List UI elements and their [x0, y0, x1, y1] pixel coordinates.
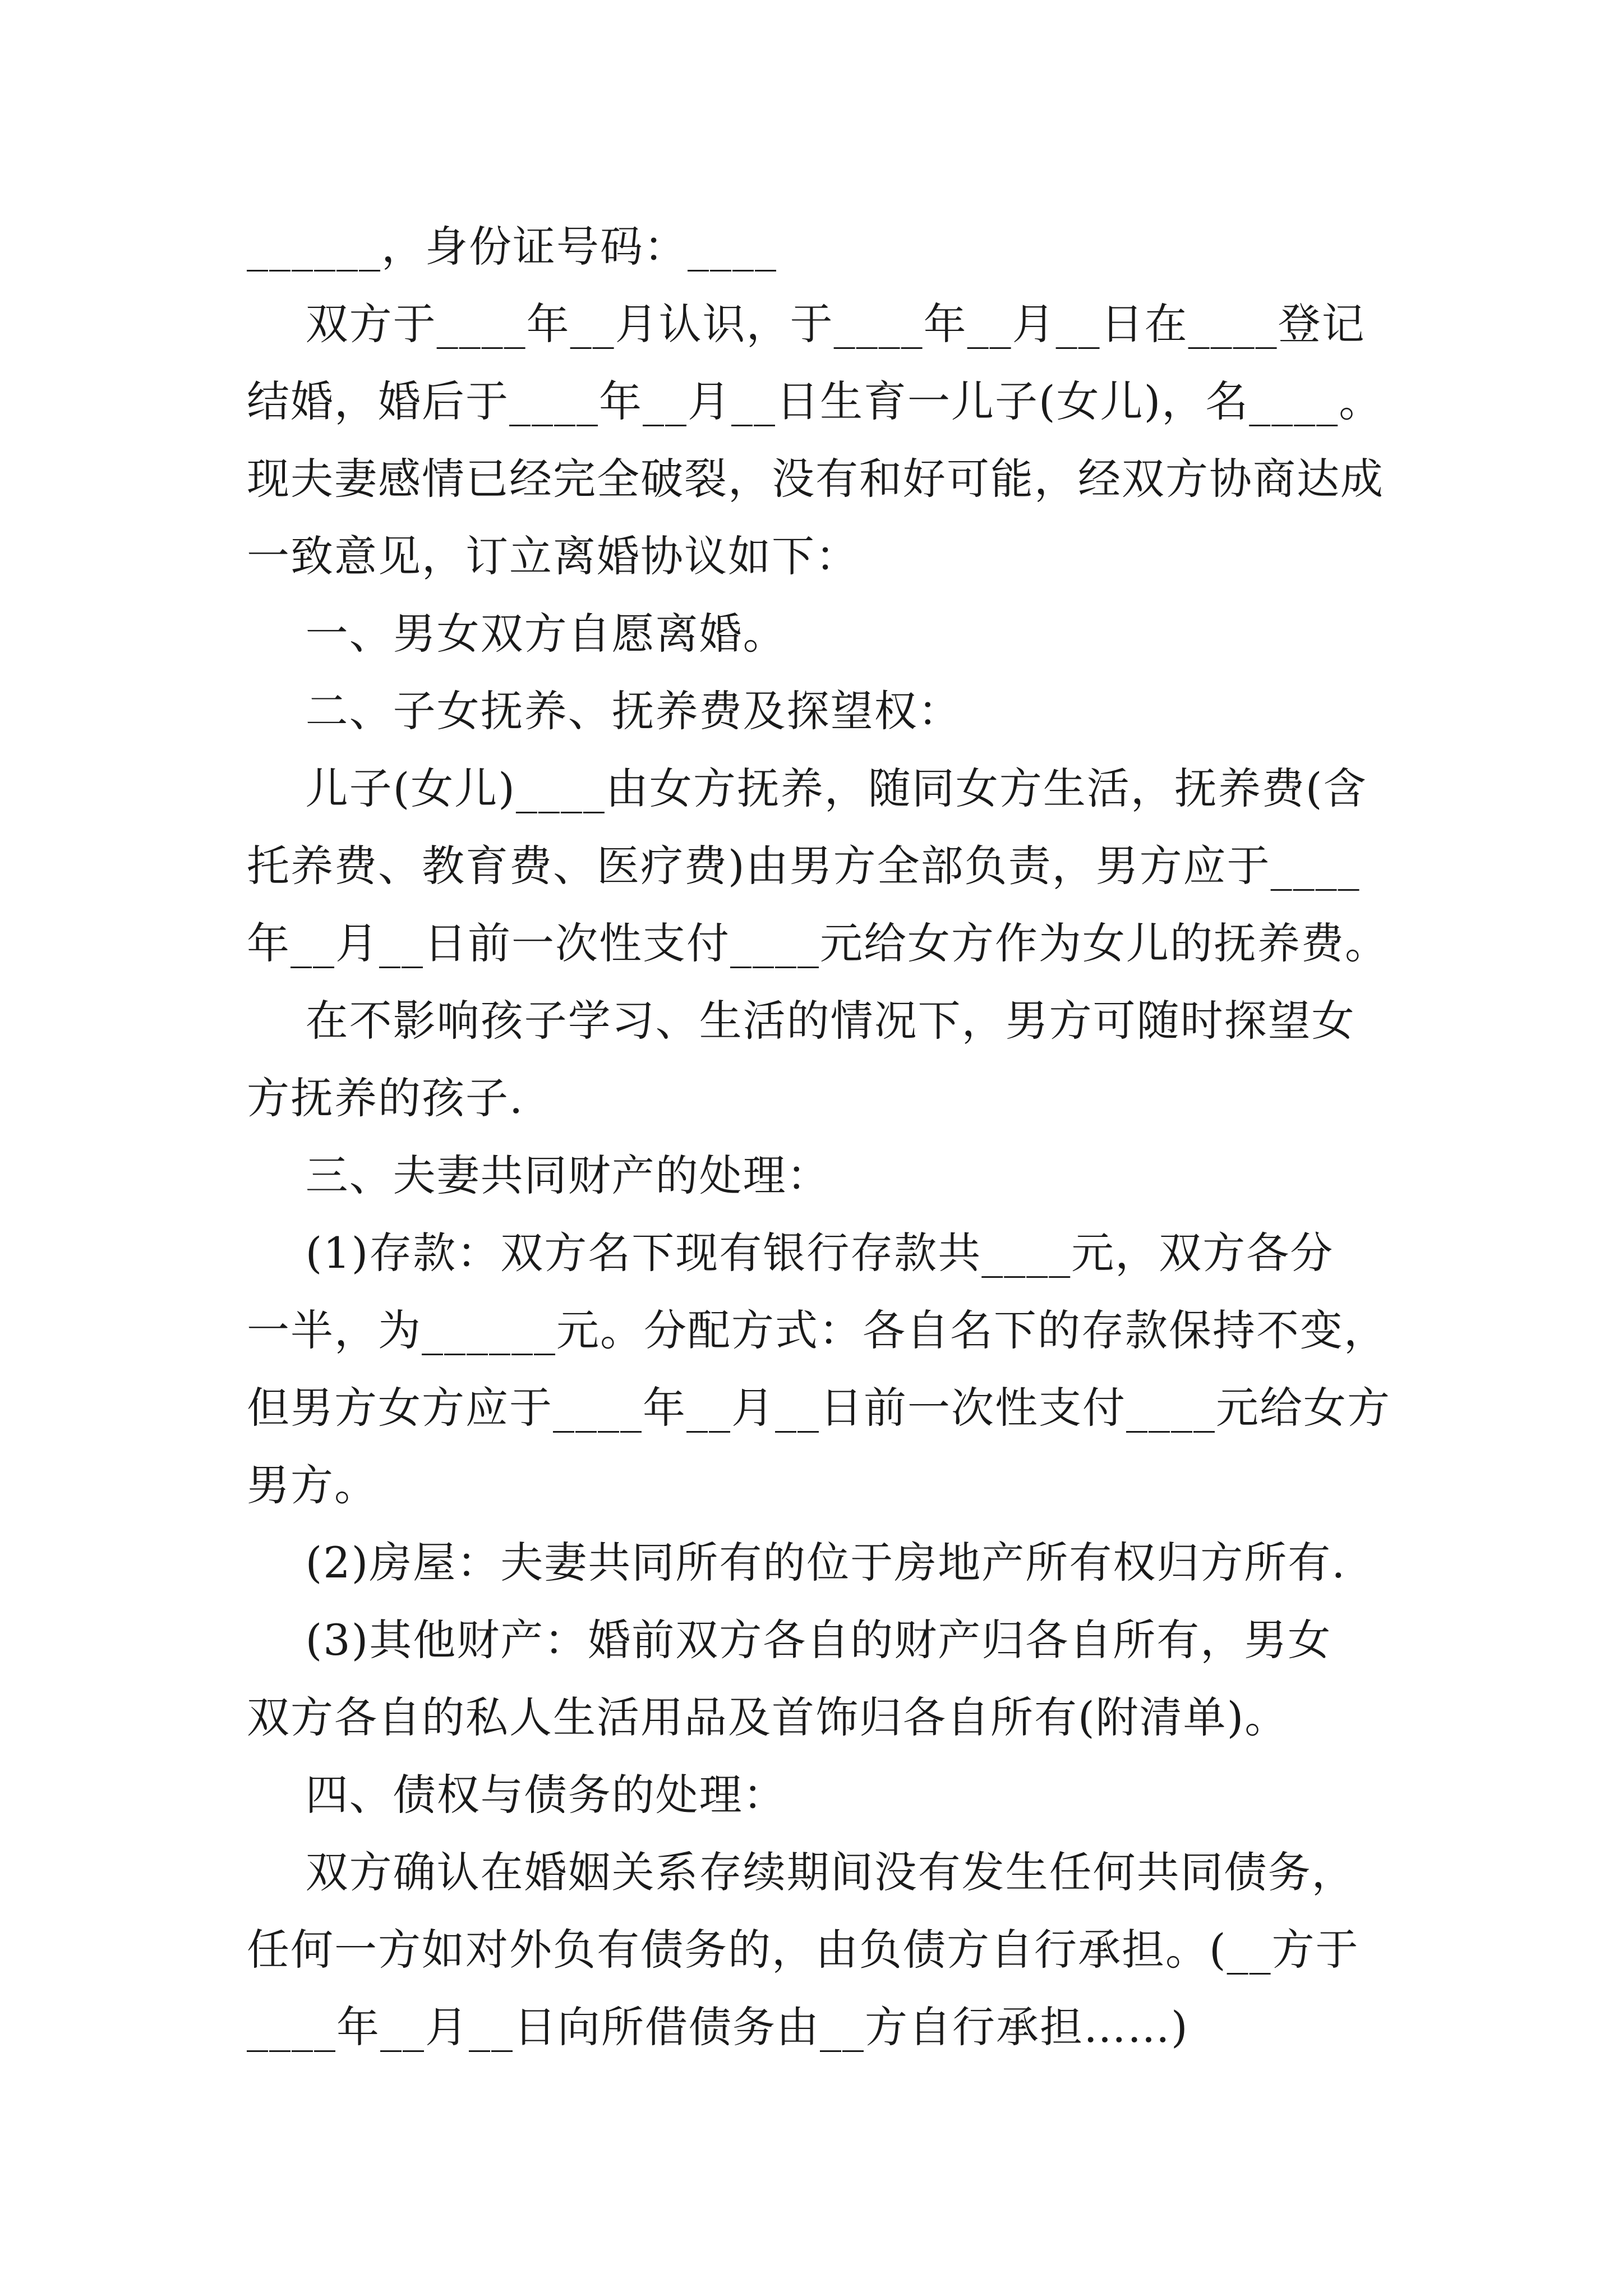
text-line: 方抚养的孩子. — [247, 1073, 524, 1123]
text-line: (3)其他财产：婚前双方各自的财产归各自所有，男女 — [247, 1615, 1332, 1665]
text-line: 四、债权与债务的处理： — [247, 1770, 787, 1820]
text-line: (2)房屋：夫妻共同所有的位于房地产所有权归方所有. — [247, 1538, 1347, 1588]
text-line: 结婚，婚后于____年__月__日生育一儿子(女儿)，名____。 — [247, 376, 1383, 426]
text-line: 任何一方如对外负有债务的，由负债方自行承担。(__方于 — [247, 1925, 1359, 1975]
text-line: 一半，为______元。分配方式：各自名下的存款保持不变， — [247, 1305, 1387, 1355]
text-line: ______，身份证号码：____ — [247, 222, 777, 272]
text-line: 二、子女抚养、抚养费及探望权： — [247, 686, 962, 736]
text-line: (1)存款：双方名下现有银行存款共____元，双方各分 — [247, 1228, 1334, 1278]
text-line: 男方。 — [247, 1460, 378, 1510]
text-line: 年__月__日前一次性支付____元给女方作为女儿的抚养费。 — [247, 918, 1389, 968]
text-line: 但男方女方应于____年__月__日前一次性支付____元给女方 — [247, 1383, 1391, 1433]
text-line: 双方各自的私人生活用品及首饰归各自所有(附清单)。 — [247, 1692, 1289, 1742]
text-line: 三、夫妻共同财产的处理： — [247, 1151, 831, 1200]
text-line: 双方确认在婚姻关系存续期间没有发生任何共同债务， — [247, 1847, 1355, 1897]
text-line: 一、男女双方自愿离婚。 — [247, 609, 787, 659]
text-line: 双方于____年__月认识，于____年__月__日在____登记 — [247, 299, 1366, 349]
text-line: ____年__月__日向所借债务由__方自行承担……) — [247, 2002, 1189, 2052]
text-line: 儿子(女儿)____由女方抚养，随同女方生活，抚养费(含 — [247, 763, 1367, 813]
text-line: 现夫妻感情已经完全破裂，没有和好可能，经双方协商达成 — [247, 454, 1384, 504]
text-line: 一致意见，订立离婚协议如下： — [247, 531, 859, 581]
text-line: 托养费、教育费、医疗费)由男方全部负责，男方应于____ — [247, 841, 1361, 891]
text-line: 在不影响孩子学习、生活的情况下，男方可随时探望女 — [247, 996, 1355, 1046]
